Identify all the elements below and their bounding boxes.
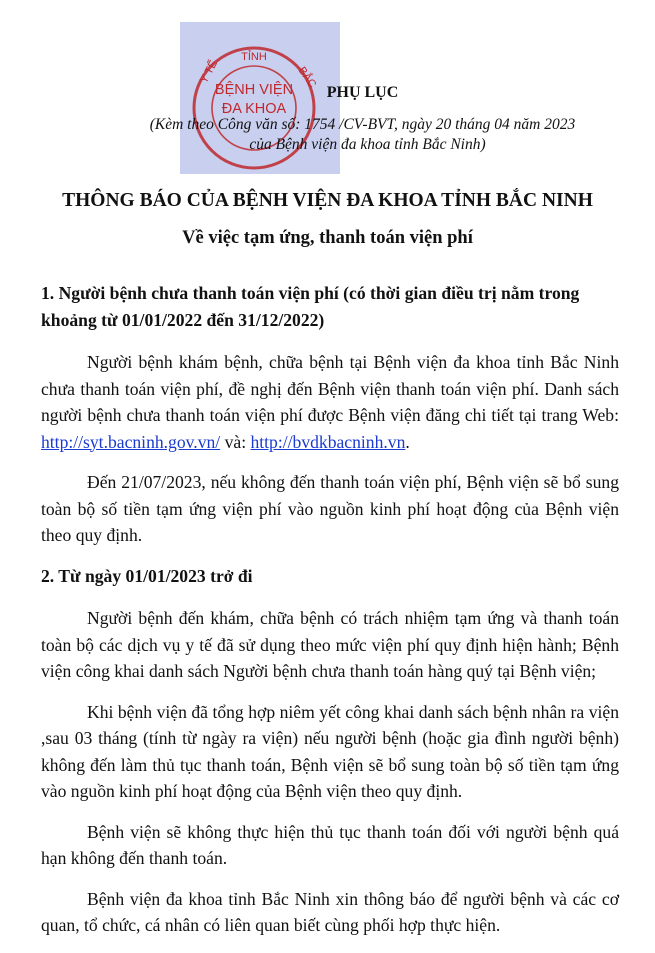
section-1-paragraph-1: Người bệnh khám bệnh, chữa bệnh tại Bệnh viện đa khoa tỉnh Bắc Ninh chưa thanh toán viện phí, đề nghị đến Bệnh viện thanh toán viện phí. Danh sách người bệnh chưa thanh toán viện phí được Bệnh viện đăng chi tiết tại trang Web: http://syt.bacninh.gov.vn/ và: http://bvdkbacninh.vn. [41, 352, 619, 452]
section-2-heading: 2. Từ ngày 01/01/2023 trở đi [41, 565, 253, 586]
svg-text:Y TẾ: Y TẾ [198, 58, 220, 86]
section-2-paragraph-4: Bệnh viện đa khoa tỉnh Bắc Ninh xin thông báo để người bệnh và các cơ quan, tổ chức, cá nhân có liên quan biết cùng phối hợp thực hiện. [41, 888, 619, 935]
section-1-heading: 1. Người bệnh chưa thanh toán viện phí (có thời gian điều trị nằm trong khoảng từ 01/01/2022 đến 31/12/2022) [41, 283, 580, 330]
svg-text:TỈNH: TỈNH [241, 51, 267, 63]
section-1-paragraph-2: Đến 21/07/2023, nếu không đến thanh toán viện phí, Bệnh viện sẽ bổ sung toàn bộ số tiền tạm ứng viện phí vào nguồn kinh phí hoạt động của Bệnh viện theo quy định. [41, 472, 619, 545]
document-body [41, 280, 619, 953]
notice-subtitle: Về việc tạm ứng, thanh toán viện phí [182, 228, 473, 248]
svg-text:ĐA KHOA: ĐA KHOA [221, 101, 287, 117]
section-2-paragraph-3: Bệnh viện sẽ không thực hiện thủ tục thanh toán đối với người bệnh quá hạn không đến thanh toán. [41, 821, 619, 868]
appendix-title: PHỤ LỤC [326, 84, 399, 101]
notice-title: THÔNG BÁO CỦA BỆNH VIỆN ĐA KHOA TỈNH BẮC NINH [62, 190, 593, 211]
link-syt-bacninh[interactable]: http://syt.bacninh.gov.vn/ [41, 431, 221, 452]
reference-line-2: của Bệnh viện đa khoa tỉnh Bắc Ninh) [249, 136, 486, 153]
section-2-paragraph-1: Người bệnh đến khám, chữa bệnh có trách nhiệm tạm ứng và thanh toán toàn bộ các dịch vụ y tế đã sử dụng theo mức viện phí quy định hiện hành; Bệnh viện công khai danh sách Người bệnh chưa thanh toán hàng quý tại Bệnh viện; [41, 608, 619, 681]
link-bvdk-bacninh[interactable]: http://bvdkbacninh.vn [250, 431, 406, 452]
svg-text:BẮC: BẮC [295, 64, 319, 91]
section-2-paragraph-2: Khi bệnh viện đã tổng hợp niêm yết công khai danh sách bệnh nhân ra viện ,sau 03 tháng (tính từ ngày ra viện) nếu người bệnh (hoặc gia đình người bệnh) không đến làm thủ tục thanh toán, Bệnh viện sẽ bổ sung toàn bộ số tiền tạm ứng vào nguồn kinh phí hoạt động của Bệnh viện theo quy định. [41, 701, 619, 801]
svg-text:BỆNH VIỆN: BỆNH VIỆN [214, 82, 294, 98]
reference-line-1: (Kèm theo Công văn số: 1754 /CV-BVT, ngày 20 tháng 04 năm 2023 [149, 116, 576, 133]
